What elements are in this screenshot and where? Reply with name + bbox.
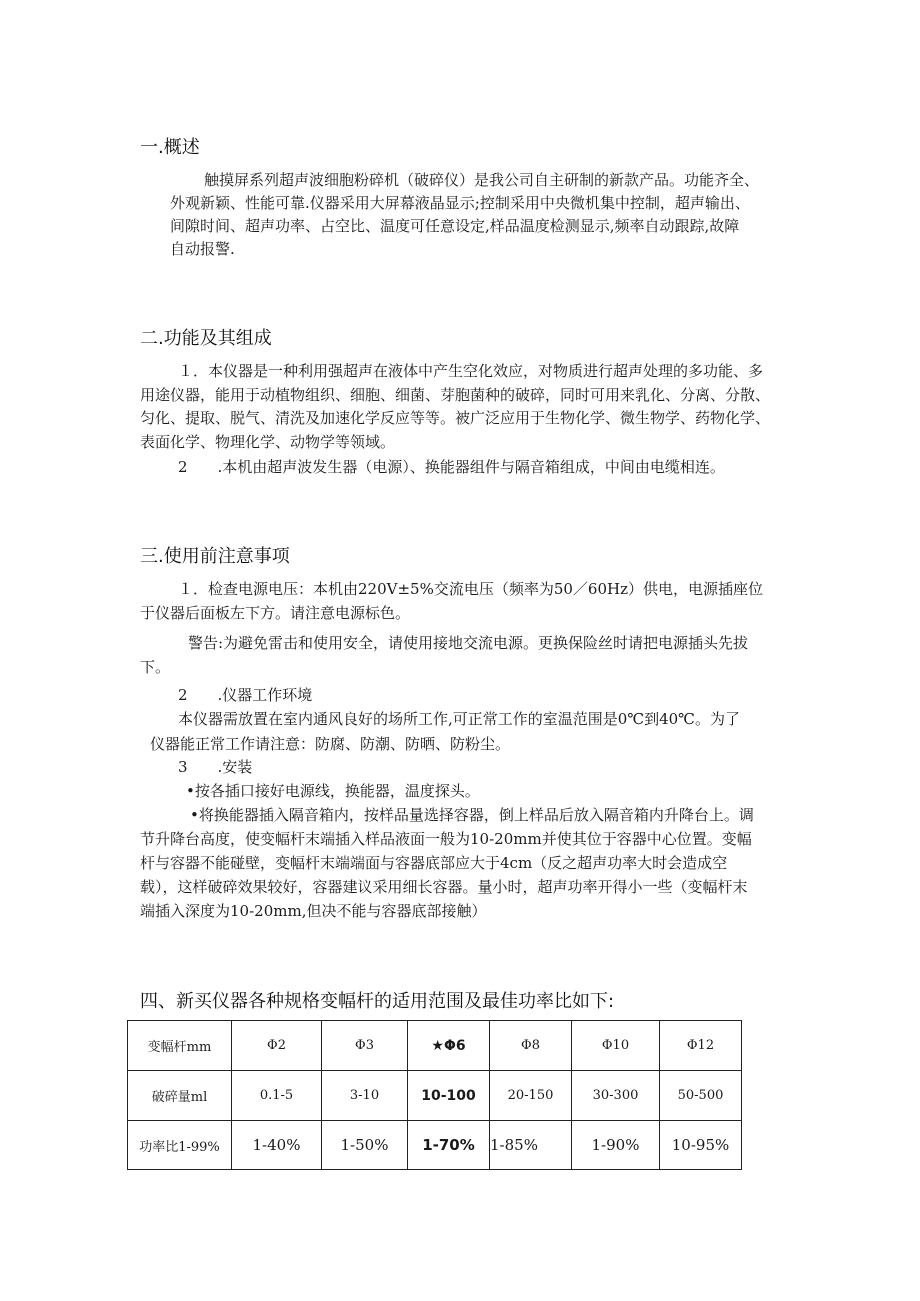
- table-cell-highlighted: ★Φ6: [408, 1021, 490, 1071]
- table-cell: 50-500: [660, 1071, 742, 1121]
- table-cell: Φ12: [660, 1021, 742, 1071]
- section-2-line-2: 用途仪器，能用于动植物组织、细胞、细菌、芽胞菌种的破碎，同时可用来乳化、分离、分散、: [140, 386, 771, 404]
- table-cell-header: 变幅杆mm: [128, 1021, 232, 1071]
- section-1-line-1: 触摸屏系列超声波细胞粉碎机（破碎仪）是我公司自主研制的新款产品。功能齐全、: [204, 171, 760, 189]
- section-3-line-9: •按各插口接好电源线，换能器，温度探头。: [186, 782, 480, 800]
- section-3-title: 三.使用前注意事项: [140, 546, 290, 567]
- table-cell: 20-150: [490, 1071, 572, 1121]
- section-3-line-5: 2 .仪器工作环境: [178, 686, 313, 704]
- section-3-line-13: 载），这样破碎效果较好，容器建议采用细长容器。量小时，超声功率开得小一些（变幅杆末: [140, 878, 748, 896]
- table-cell: Φ3: [322, 1021, 408, 1071]
- section-3-line-7: 仪器能正常工作请注意：防腐、防潮、防晒、防粉尘。: [150, 735, 511, 753]
- table-cell: 1-90%: [572, 1121, 660, 1170]
- table-cell: 1-85%: [490, 1121, 572, 1170]
- section-2-line-4: 表面化学、物理化学、动物学等领域。: [140, 433, 396, 451]
- table-row-capacity: [128, 1071, 742, 1121]
- section-2-line-3: 匀化、提取、脱气、清洗及加速化学反应等等。被广泛应用于生物化学、微生物学、药物化学、: [140, 409, 771, 427]
- section-1-line-2: 外观新颖、性能可靠.仪器采用大屏幕液晶显示;控制采用中央微机集中控制，超声输出、: [170, 194, 750, 212]
- table-cell: Φ2: [232, 1021, 322, 1071]
- horn-spec-table: [127, 1020, 742, 1170]
- table-cell: 30-300: [572, 1071, 660, 1121]
- section-3-line-2: 于仪器后面板左下方。请注意电源标色。: [140, 604, 411, 622]
- table-row-power-ratio: [128, 1121, 742, 1170]
- table-cell: 0.1-5: [232, 1071, 322, 1121]
- table-cell-header: 破碎量ml: [128, 1071, 232, 1121]
- table-cell: Φ10: [572, 1021, 660, 1071]
- section-3-warning-line-1: 警告:为避免雷击和使用安全，请使用接地交流电源。更换保险丝时请把电源插头先拔: [188, 634, 749, 652]
- table-cell-highlighted: 10-100: [408, 1071, 490, 1121]
- section-2-line-1: １．本仪器是一种利用强超声在液体中产生空化效应，对物质进行超声处理的多功能、多: [178, 362, 764, 380]
- table-cell: 10-95%: [660, 1121, 742, 1170]
- section-1-line-4: 自动报警.: [170, 240, 235, 258]
- table-cell-highlighted: 1-70%: [408, 1121, 490, 1170]
- section-3-line-11: 节升降台高度，使变幅杆末端插入样品液面一般为10-20mm并使其位于容器中心位置。变幅: [140, 830, 752, 848]
- section-4-title: 四、新买仪器各种规格变幅杆的适用范围及最佳功率比如下:: [140, 991, 615, 1012]
- table-cell-header: 功率比1-99%: [128, 1121, 232, 1170]
- table-cell: 1-40%: [232, 1121, 322, 1170]
- section-3-line-8: 3 .安装: [178, 758, 253, 776]
- section-3-line-12: 杆与容器不能碰壁，变幅杆末端端面与容器底部应大于4cm（反之超声功率大时会造成空: [140, 854, 728, 872]
- section-3-line-6: 本仪器需放置在室内通风良好的场所工作,可正常工作的室温范围是0℃到40℃。为了: [178, 710, 740, 728]
- section-3-line-14: 端插入深度为10-20mm,但决不能与容器底部接触）: [140, 902, 487, 920]
- table-row-horn-size: [128, 1021, 742, 1071]
- table-cell: 3-10: [322, 1071, 408, 1121]
- section-1-title: 一.概述: [140, 137, 200, 158]
- section-2-line-5: 2 .本机由超声波发生器（电源）、换能器组件与隔音箱组成，中间由电缆相连。: [178, 458, 725, 476]
- table-cell: Φ8: [490, 1021, 572, 1071]
- section-1-line-3: 间隙时间、超声功率、占空比、温度可任意设定,样品温度检测显示,频率自动跟踪,故障: [170, 217, 740, 235]
- table-cell: 1-50%: [322, 1121, 408, 1170]
- section-3-line-10: •将换能器插入隔音箱内，按样品量选择容器，倒上样品后放入隔音箱内升降台上。调: [190, 806, 754, 824]
- section-3-line-1: １．检查电源电压：本机由220V±5%交流电压（频率为50／60Hz）供电，电源插座位: [178, 580, 763, 598]
- section-3-warning-line-2: 下。: [140, 658, 171, 676]
- section-2-title: 二.功能及其组成: [140, 328, 272, 349]
